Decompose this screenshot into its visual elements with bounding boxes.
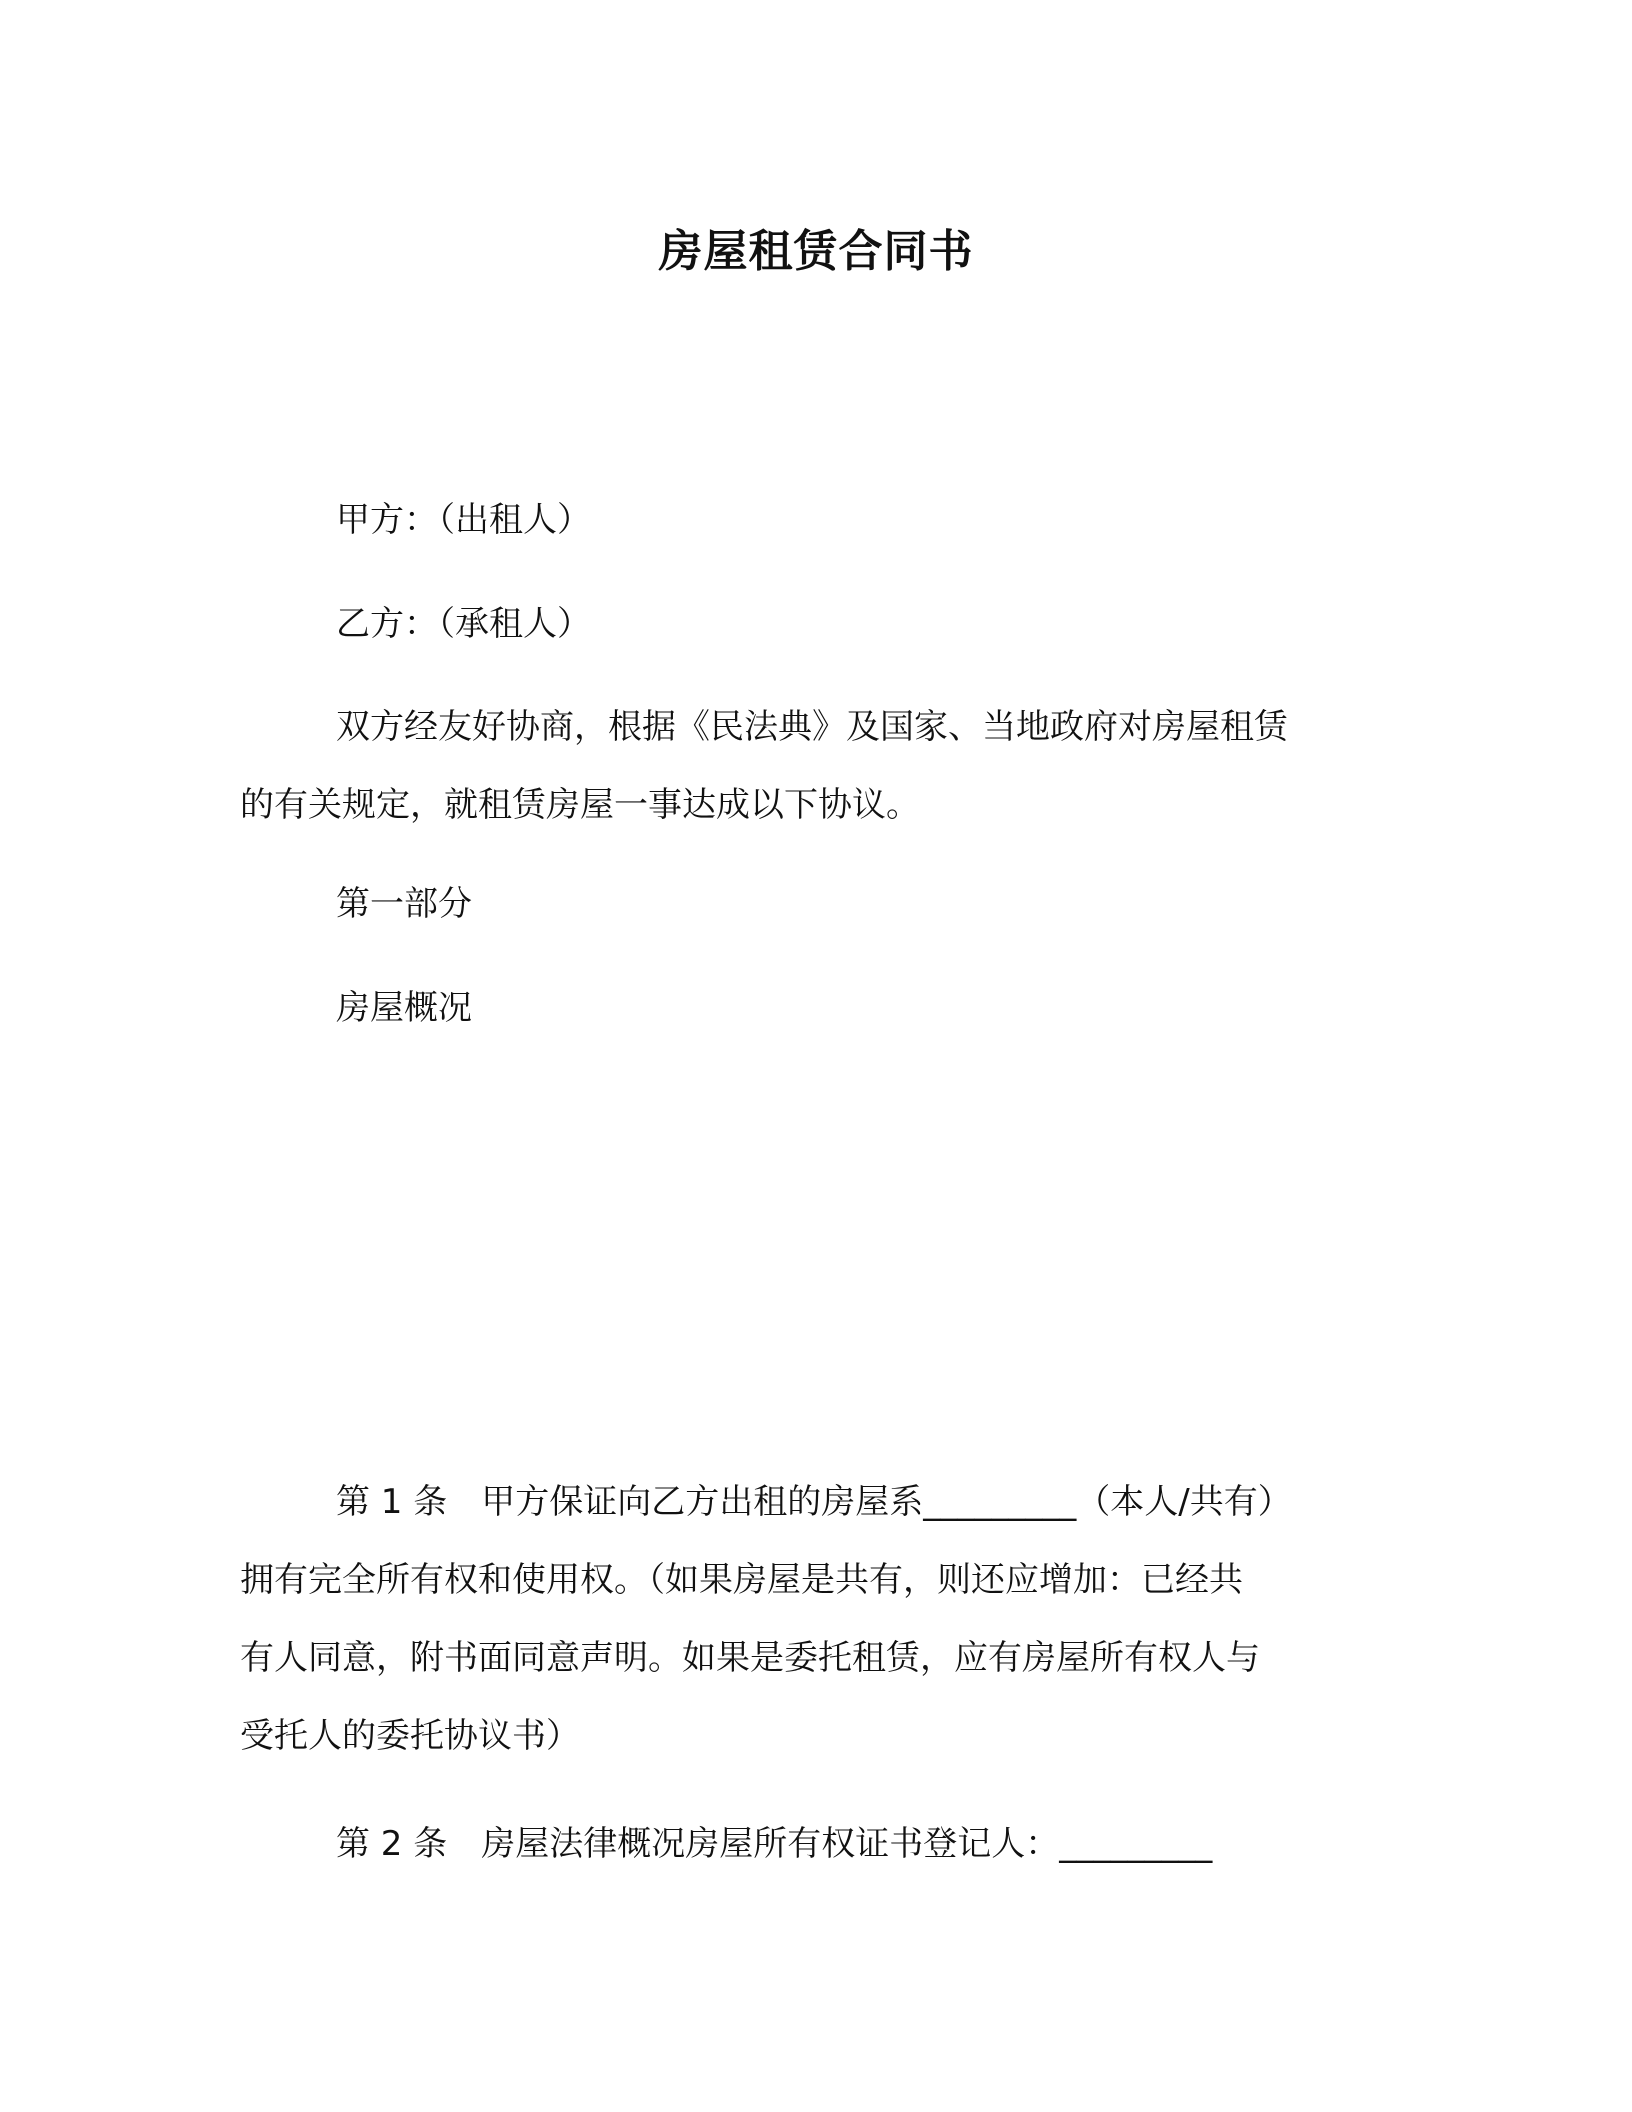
article-1-line-4: 受托人的委托协议书）: [240, 1716, 580, 1756]
article-1-line-1: 第 1 条 甲方保证向乙方出租的房屋系_________（本人/共有）: [336, 1482, 1292, 1522]
part-heading: 第一部分: [336, 884, 472, 924]
article-1-line-2: 拥有完全所有权和使用权。（如果房屋是共有，则还应增加：已经共: [240, 1560, 1243, 1600]
document-title: 房屋租赁合同书: [658, 226, 974, 277]
intro-paragraph-line-2: 的有关规定，就租赁房屋一事达成以下协议。: [240, 785, 920, 825]
party-b-line: 乙方：（承租人）: [336, 604, 591, 644]
article-2-line-1: 第 2 条 房屋法律概况房屋所有权证书登记人：_________: [336, 1824, 1213, 1864]
article-1-line-3: 有人同意，附书面同意声明。如果是委托租赁，应有房屋所有权人与: [240, 1638, 1260, 1678]
intro-paragraph-line-1: 双方经友好协商，根据《民法典》及国家、当地政府对房屋租赁: [336, 707, 1288, 747]
party-a-line: 甲方：（出租人）: [336, 500, 591, 540]
section-heading: 房屋概况: [336, 988, 472, 1028]
